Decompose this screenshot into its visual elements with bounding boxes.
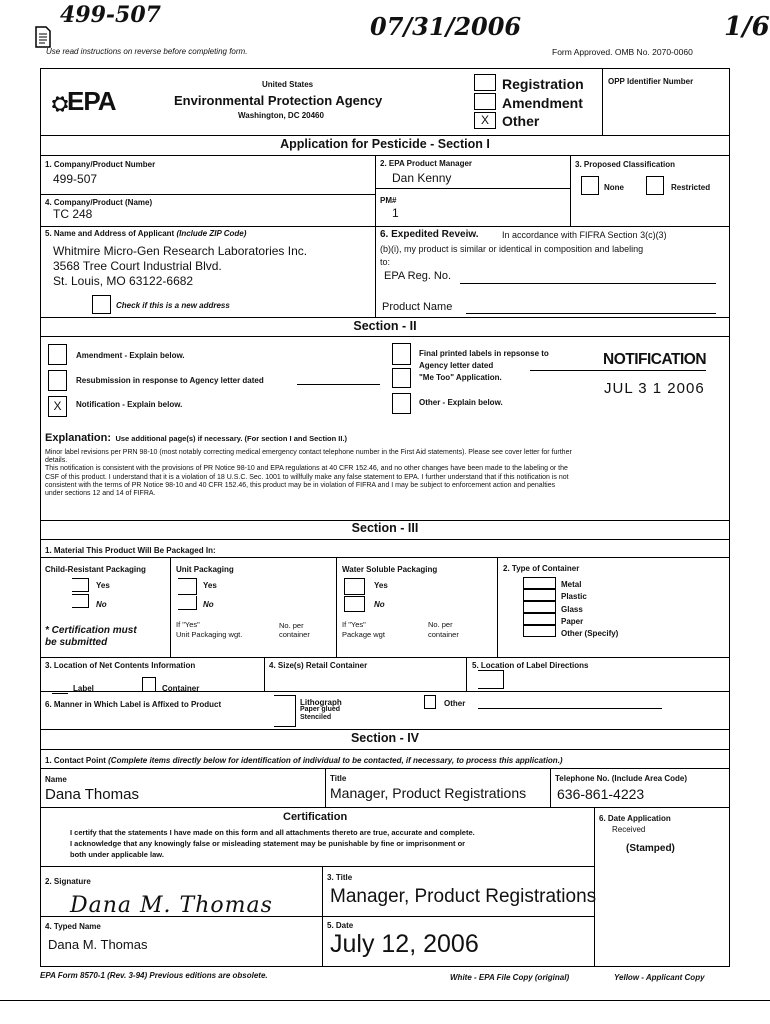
metal-checkbox[interactable] — [523, 577, 556, 589]
applicant-line-1[interactable]: Whitmire Micro-Gen Research Laboratories Inc. — [53, 244, 308, 258]
handwritten-page: 1/6 — [724, 12, 770, 42]
water-if-yes: If "Yes" — [342, 620, 366, 629]
section-iv-title: Section - IV — [350, 731, 420, 745]
registration-label: Registration — [502, 76, 584, 92]
divider — [264, 657, 265, 691]
date-received-label: 6. Date Application — [599, 814, 671, 823]
classification-none: None — [604, 183, 624, 192]
plastic-label: Plastic — [561, 592, 587, 601]
other-container-label: Other (Specify) — [561, 629, 619, 638]
epa-logo-text: EPA — [67, 86, 116, 116]
divider — [497, 557, 498, 657]
amendment-explain-label: Amendment - Explain below. — [76, 351, 185, 360]
contact-name-label: Name — [45, 775, 67, 784]
epa-reg-field[interactable] — [460, 283, 716, 284]
child-yes-checkbox[interactable] — [72, 578, 89, 592]
rule — [40, 729, 730, 730]
divider — [336, 557, 337, 657]
classification-restricted-checkbox[interactable] — [646, 176, 664, 195]
other-checkbox[interactable] — [474, 112, 496, 129]
agency-address: Washington, DC 20460 — [238, 111, 324, 120]
rule — [40, 807, 730, 808]
other-method-label: Other — [444, 699, 466, 708]
rule — [40, 557, 730, 558]
unit-container: container — [279, 630, 310, 639]
child-no-label: No — [96, 600, 107, 609]
metal-label: Metal — [561, 580, 582, 589]
certification-title: Certification — [283, 811, 348, 823]
label-directions-box[interactable] — [478, 670, 504, 689]
unit-no-per: No. per — [279, 621, 304, 630]
phone-label: Telephone No. (Include Area Code) — [555, 774, 688, 783]
packaging-question: 1. Material This Product Will Be Packaged In: — [45, 546, 216, 555]
rule — [40, 539, 730, 540]
epa-reg-label: EPA Reg. No. — [384, 270, 452, 282]
expedited-title: 6. Expedited Reveiw. — [380, 229, 479, 240]
explanation-line: CSF of this product. I understand that it is a violation of 18 U.S.C. Sec. 1001 to willfully make any false statement to EPA. I further understand that if this notification is not — [45, 473, 569, 481]
certification-text — [70, 827, 475, 860]
date-label: 5. Date — [327, 921, 354, 930]
notification-label: Notification - Explain below. — [76, 400, 183, 409]
agency-letter-label: Agency letter dated — [419, 361, 494, 370]
paper-glued-label: Paper glued — [300, 706, 341, 713]
unit-if-yes: If "Yes" — [176, 620, 200, 629]
signature-label: 2. Signature — [45, 877, 91, 886]
other-explain-checkbox[interactable] — [392, 393, 411, 414]
product-name-ref-field[interactable] — [466, 313, 716, 314]
divider — [375, 155, 376, 226]
amendment-label: Amendment — [502, 95, 583, 111]
instructions: Use read instructions on reverse before completing form. — [46, 47, 248, 56]
other-method-checkbox[interactable] — [424, 695, 436, 709]
unit-no-checkbox[interactable] — [178, 596, 197, 610]
pm-label: PM# — [380, 196, 397, 205]
amendment-explain-checkbox[interactable] — [48, 344, 67, 365]
agency-country: United States — [262, 80, 314, 89]
divider — [550, 768, 551, 807]
other-explain-label: Other - Explain below. — [419, 398, 503, 407]
rule — [40, 226, 730, 227]
classification-label: 3. Proposed Classification — [575, 160, 676, 169]
classification-none-checkbox[interactable] — [581, 176, 599, 195]
method-box[interactable] — [274, 695, 296, 727]
date-received-label-2: Received — [612, 825, 646, 834]
contact-point-label: 1. Contact Point — [45, 756, 106, 765]
yellow-copy: Yellow - Applicant Copy — [614, 973, 705, 982]
paper-label: Paper — [561, 617, 584, 626]
explanation-label: Explanation: — [45, 432, 112, 444]
rule — [40, 194, 375, 195]
label-option: Label — [73, 684, 94, 693]
new-address-checkbox[interactable] — [92, 295, 111, 314]
rule — [40, 657, 730, 658]
other-method-field[interactable] — [478, 708, 662, 709]
divider — [466, 657, 467, 691]
explanation-line: This notification is consistent with the provisions of PR Notice 98-10 and EPA regulations at 40 CFR 152.46, and no other changes have been made to the labeling or the — [45, 465, 568, 473]
cert-note-line: * Certification must — [45, 625, 137, 636]
child-no-checkbox[interactable] — [72, 594, 89, 608]
applicant-label-note: (Include ZIP Code) — [176, 229, 247, 238]
contact-point-heading — [45, 756, 563, 765]
section-i-title: Application for Pesticide - Section I — [280, 137, 490, 151]
contact-name[interactable]: Dana Thomas — [45, 786, 139, 803]
section-i-rule — [40, 155, 730, 156]
divider — [170, 557, 171, 657]
label-directions-label: 5. Location of Label Directions — [472, 661, 589, 670]
explanation-text[interactable] — [45, 449, 723, 498]
unit-wgt-label: Unit Packaging wgt. — [176, 630, 243, 639]
registration-checkbox[interactable] — [474, 74, 496, 91]
child-resistant-label: Child-Resistant Packaging — [45, 565, 146, 574]
divider — [325, 768, 326, 807]
new-address-label: Check if this is a new address — [116, 301, 230, 310]
opp-identifier-label: OPP Identifier Number — [608, 77, 694, 86]
explanation-line: under sections 12 and 14 of FIFRA. — [45, 490, 156, 498]
product-manager[interactable]: Dan Kenny — [392, 171, 452, 185]
resubmission-date-field[interactable] — [297, 384, 380, 385]
net-contents-label: 3. Location of Net Contents Information — [45, 661, 196, 670]
contact-point-note: (Complete items directly below for identification of individual to be contacted, if necessary, to process this application.) — [108, 756, 563, 765]
white-copy: White - EPA File Copy (original) — [450, 973, 570, 982]
cert-note-line: be submitted — [45, 637, 108, 648]
explanation-line: consistent with the terms of PR Notice 98-10 and 40 CFR 152.46, this product may be in violation of FIFRA and I may be subject to enforcement action and penalties — [45, 481, 556, 489]
container-option: Container — [162, 684, 200, 693]
certification-line: I acknowledge that any knowingly false or misleading statement may be punishable by fine or imprisonment or — [70, 839, 466, 848]
notification-mark: X — [53, 399, 62, 413]
water-no-checkbox[interactable] — [344, 596, 365, 612]
unit-packaging-label: Unit Packaging — [176, 565, 234, 574]
rule — [40, 317, 730, 318]
other-label: Other — [502, 113, 540, 129]
typed-name[interactable]: Dana M. Thomas — [48, 937, 148, 952]
applicant-label-text: 5. Name and Address of Applicant — [45, 229, 175, 238]
contact-title-label: Title — [330, 774, 347, 783]
water-soluble-label: Water Soluble Packaging — [342, 565, 438, 574]
omb-number: Form Approved. OMB No. 2070-0060 — [552, 47, 693, 57]
water-container: container — [428, 630, 459, 639]
rule — [0, 1000, 770, 1001]
product-manager-label: 2. EPA Product Manager — [380, 159, 473, 168]
stamp-date: JUL 3 1 2006 — [604, 380, 705, 397]
opp-divider — [602, 68, 603, 135]
typed-name-label: 4. Typed Name — [45, 922, 101, 931]
handwritten-ref: 499-507 — [60, 2, 161, 28]
water-yes-label: Yes — [374, 581, 388, 590]
epa-logo: ⛭EPA — [52, 86, 116, 116]
water-no-per: No. per — [428, 620, 453, 629]
divider — [570, 155, 571, 226]
unit-yes-checkbox[interactable] — [178, 578, 197, 595]
water-no-label: No — [374, 600, 385, 609]
glass-checkbox[interactable] — [523, 601, 556, 613]
section-ii-title: Section - II — [353, 319, 417, 333]
stamped-label: (Stamped) — [626, 843, 675, 854]
form-number: EPA Form 8570-1 (Rev. 3-94) Previous editions are obsolete. — [40, 971, 268, 980]
rule — [40, 866, 594, 867]
product-name-label: 4. Company/Product (Name) — [45, 198, 153, 207]
rule — [40, 916, 594, 917]
certification-line: I certify that the statements I have made on this form and all attachments thereto are true, accurate and complete. — [70, 828, 475, 837]
rule — [375, 188, 570, 189]
expedited-line-1: In accordance with FIFRA Section 3(c)(3) — [502, 230, 667, 240]
explanation-line: Minor label revisions per PRN 98-10 (most notably correcting medical emergency contact telephone number in the First Aid statements). Please see cover letter for further — [45, 449, 572, 456]
notification-stamp: NOTIFICATION — [603, 351, 706, 371]
child-yes-label: Yes — [96, 581, 110, 590]
product-name[interactable]: TC 248 — [53, 207, 93, 221]
final-labels-checkbox[interactable] — [392, 343, 411, 365]
me-too-label: "Me Too" Application. — [419, 373, 502, 382]
expedited-line-3: to: — [380, 257, 391, 267]
resubmission-label: Resubmission in response to Agency letter dated — [76, 376, 264, 385]
expedited-line-2: (b)(i), my product is similar or identical in composition and labeling — [380, 244, 644, 254]
notification-checkbox[interactable] — [48, 396, 67, 417]
label-option-line[interactable] — [52, 693, 68, 694]
resubmission-checkbox[interactable] — [48, 370, 67, 391]
rule — [40, 691, 730, 692]
header-divider — [40, 135, 730, 136]
classification-restricted: Restricted — [671, 183, 711, 192]
amendment-checkbox[interactable] — [474, 93, 496, 110]
applicant-line-3[interactable]: St. Louis, MO 63122-6682 — [53, 274, 194, 288]
container-option-checkbox[interactable] — [142, 677, 156, 692]
manner-label: 6. Manner in Which Label is Affixed to Product — [45, 700, 222, 709]
rule — [40, 749, 730, 750]
divider — [375, 226, 376, 317]
water-yes-checkbox[interactable] — [344, 578, 365, 595]
agency-name: Environmental Protection Agency — [174, 93, 383, 108]
company-product-number-label: 1. Company/Product Number — [45, 160, 156, 169]
section-iii-title: Section - III — [351, 521, 419, 535]
title3-label: 3. Title — [327, 873, 353, 882]
product-name-ref-label: Product Name — [382, 301, 453, 313]
glass-label: Glass — [561, 605, 583, 614]
explanation-heading — [45, 428, 347, 446]
rule — [40, 336, 730, 337]
container-type-label: 2. Type of Container — [503, 564, 580, 573]
unit-no-label: No — [203, 600, 214, 609]
plastic-checkbox[interactable] — [523, 589, 556, 601]
me-too-checkbox[interactable] — [392, 368, 411, 388]
pm-number[interactable]: 1 — [392, 206, 399, 220]
signed-date[interactable]: July 12, 2006 — [330, 930, 479, 958]
explanation-line: details. — [45, 457, 68, 465]
final-labels-label: Final printed labels in repsonse to — [419, 349, 549, 358]
signature[interactable]: Dana M. Thomas — [70, 893, 273, 918]
other-container-checkbox[interactable] — [523, 625, 556, 637]
contact-title[interactable]: Manager, Product Registrations — [330, 785, 527, 801]
retail-size-label: 4. Size(s) Retail Container — [269, 661, 368, 670]
company-product-number[interactable]: 499-507 — [53, 172, 98, 186]
applicant-line-2[interactable]: 3568 Tree Court Industrial Blvd. — [53, 259, 222, 273]
certification-line: both under applicable law. — [70, 850, 164, 859]
package-wgt-label: Package wgt — [342, 630, 385, 639]
other-mark: X — [480, 113, 489, 127]
lithograph-label: Lithograph — [300, 698, 342, 707]
certification-note — [45, 625, 137, 649]
handwritten-date: 07/31/2006 — [370, 12, 522, 41]
doc-icon — [34, 26, 52, 48]
phone-number[interactable]: 636-861-4223 — [557, 786, 645, 802]
stenciled-label: Stenciled — [300, 714, 332, 721]
paper-checkbox[interactable] — [523, 613, 556, 625]
applicant-label — [45, 229, 246, 238]
title3[interactable]: Manager, Product Registrations — [330, 886, 597, 907]
explanation-note: Use additional page(s) if necessary. (For section I and Section II.) — [115, 434, 348, 443]
unit-yes-label: Yes — [203, 581, 217, 590]
rule — [40, 768, 730, 769]
